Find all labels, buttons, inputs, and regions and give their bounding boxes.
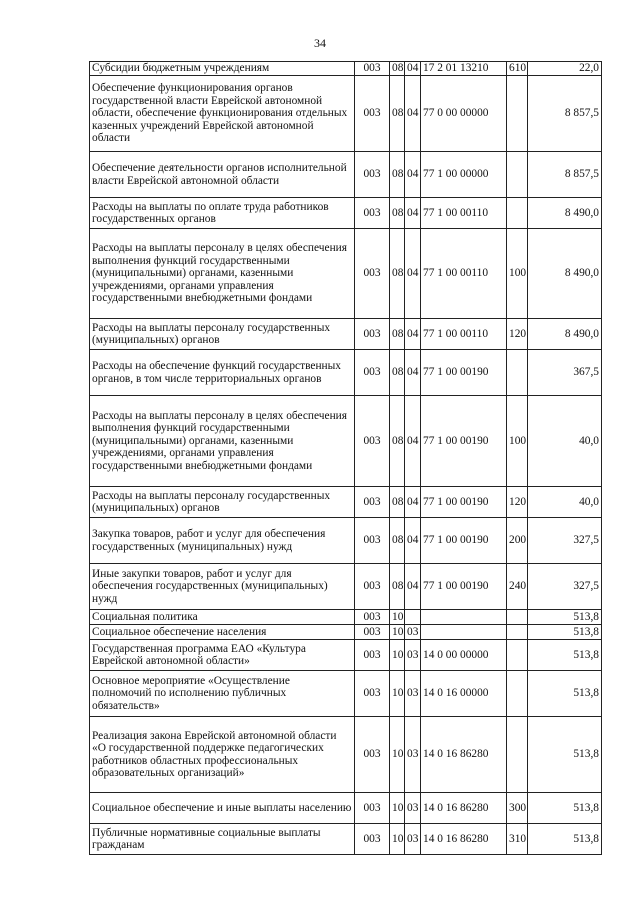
row-name: Расходы на выплаты персоналу государственных (муниципальных) органов <box>90 487 355 518</box>
table-row <box>90 487 602 518</box>
section-code: 08 <box>390 396 405 487</box>
subsection-code: 04 <box>405 198 421 229</box>
target-article-code: 77 1 00 00190 <box>421 396 507 487</box>
target-article-code: 17 2 01 13210 <box>421 62 507 76</box>
section-code: 08 <box>390 152 405 198</box>
amount: 8 490,0 <box>528 319 602 350</box>
section-code: 08 <box>390 564 405 610</box>
section-code: 10 <box>390 824 405 855</box>
ministry-code: 003 <box>355 625 390 640</box>
row-name: Расходы на выплаты по оплате труда работников государственных органов <box>90 198 355 229</box>
target-article-code: 77 1 00 00190 <box>421 518 507 564</box>
expense-type-code <box>507 152 528 198</box>
expense-type-code: 120 <box>507 319 528 350</box>
subsection-code: 03 <box>405 717 421 793</box>
target-article-code: 77 1 00 00000 <box>421 152 507 198</box>
section-code: 08 <box>390 518 405 564</box>
row-name: Расходы на выплаты персоналу государственных (муниципальных) органов <box>90 319 355 350</box>
section-code: 10 <box>390 625 405 640</box>
expense-type-code: 120 <box>507 487 528 518</box>
amount: 40,0 <box>528 487 602 518</box>
target-article-code: 14 0 16 00000 <box>421 671 507 717</box>
row-name: Реализация закона Еврейской автономной области «О государственной поддержке педагогических работников областных профессиональных образовательных организаций» <box>90 717 355 793</box>
expense-type-code: 100 <box>507 396 528 487</box>
target-article-code: 77 1 00 00190 <box>421 350 507 396</box>
table-row <box>90 319 602 350</box>
subsection-code: 03 <box>405 625 421 640</box>
ministry-code: 003 <box>355 824 390 855</box>
page-number: 34 <box>314 36 326 50</box>
section-code: 10 <box>390 640 405 671</box>
row-name: Обеспечение функционирования органов государственной власти Еврейской автономной области, обеспечение функционирования отдельных казенных учреждений Еврейской автономной области <box>90 76 355 152</box>
table-row <box>90 518 602 564</box>
row-name: Иные закупки товаров, работ и услуг для обеспечения государственных (муниципальных) нужд <box>90 564 355 610</box>
expense-type-code <box>507 717 528 793</box>
amount: 327,5 <box>528 518 602 564</box>
section-code: 10 <box>390 793 405 824</box>
row-name: Обеспечение деятельности органов исполнительной власти Еврейской автономной области <box>90 152 355 198</box>
expense-type-code <box>507 610 528 625</box>
table-row <box>90 671 602 717</box>
subsection-code: 04 <box>405 152 421 198</box>
row-name: Социальное обеспечение и иные выплаты населению <box>90 793 355 824</box>
amount: 8 857,5 <box>528 76 602 152</box>
ministry-code: 003 <box>355 564 390 610</box>
subsection-code: 04 <box>405 62 421 76</box>
section-code: 08 <box>390 76 405 152</box>
section-code: 08 <box>390 350 405 396</box>
row-name: Расходы на обеспечение функций государственных органов, в том числе территориальных органов <box>90 350 355 396</box>
row-name: Субсидии бюджетным учреждениям <box>90 62 355 76</box>
table-row <box>90 396 602 487</box>
row-name: Основное мероприятие «Осуществление полномочий по исполнению публичных обязательств» <box>90 671 355 717</box>
row-name: Социальная политика <box>90 610 355 625</box>
ministry-code: 003 <box>355 62 390 76</box>
ministry-code: 003 <box>355 350 390 396</box>
expense-type-code <box>507 671 528 717</box>
subsection-code: 04 <box>405 229 421 319</box>
amount: 513,8 <box>528 717 602 793</box>
ministry-code: 003 <box>355 396 390 487</box>
target-article-code: 77 1 00 00190 <box>421 487 507 518</box>
amount: 8 490,0 <box>528 229 602 319</box>
table-row <box>90 640 602 671</box>
target-article-code: 14 0 16 86280 <box>421 824 507 855</box>
ministry-code: 003 <box>355 319 390 350</box>
subsection-code: 04 <box>405 396 421 487</box>
subsection-code: 04 <box>405 487 421 518</box>
row-name: Расходы на выплаты персоналу в целях обеспечения выполнения функций государственными (муниципальными) органами, казенными учреждениями, органами управления государственными внебюджетными фондами <box>90 396 355 487</box>
ministry-code: 003 <box>355 518 390 564</box>
ministry-code: 003 <box>355 640 390 671</box>
section-code: 08 <box>390 319 405 350</box>
table-row <box>90 625 602 640</box>
target-article-code: 77 1 00 00110 <box>421 198 507 229</box>
table-row <box>90 152 602 198</box>
section-code: 10 <box>390 610 405 625</box>
section-code: 08 <box>390 487 405 518</box>
target-article-code: 77 0 00 00000 <box>421 76 507 152</box>
row-name: Расходы на выплаты персоналу в целях обеспечения выполнения функций государственными (муниципальными) органами, казенными учреждениями, органами управления государственными внебюджетными фондами <box>90 229 355 319</box>
subsection-code: 04 <box>405 564 421 610</box>
table-row <box>90 350 602 396</box>
subsection-code: 04 <box>405 350 421 396</box>
amount: 513,8 <box>528 610 602 625</box>
target-article-code: 77 1 00 00110 <box>421 229 507 319</box>
target-article-code: 77 1 00 00110 <box>421 319 507 350</box>
section-code: 10 <box>390 717 405 793</box>
target-article-code <box>421 625 507 640</box>
subsection-code: 04 <box>405 518 421 564</box>
target-article-code: 14 0 16 86280 <box>421 717 507 793</box>
subsection-code: 03 <box>405 671 421 717</box>
row-name: Социальное обеспечение населения <box>90 625 355 640</box>
ministry-code: 003 <box>355 198 390 229</box>
amount: 513,8 <box>528 793 602 824</box>
section-code: 08 <box>390 198 405 229</box>
amount: 22,0 <box>528 62 602 76</box>
table-row <box>90 717 602 793</box>
target-article-code: 14 0 16 86280 <box>421 793 507 824</box>
amount: 40,0 <box>528 396 602 487</box>
expense-type-code: 200 <box>507 518 528 564</box>
ministry-code: 003 <box>355 229 390 319</box>
ministry-code: 003 <box>355 793 390 824</box>
ministry-code: 003 <box>355 671 390 717</box>
subsection-code <box>405 610 421 625</box>
row-name: Государственная программа ЕАО «Культура Еврейской автономной области» <box>90 640 355 671</box>
expense-type-code: 240 <box>507 564 528 610</box>
table-row <box>90 198 602 229</box>
target-article-code <box>421 610 507 625</box>
amount: 8 490,0 <box>528 198 602 229</box>
table-row <box>90 62 602 76</box>
subsection-code: 04 <box>405 76 421 152</box>
target-article-code: 14 0 00 00000 <box>421 640 507 671</box>
budget-table <box>89 61 602 855</box>
expense-type-code <box>507 640 528 671</box>
subsection-code: 03 <box>405 640 421 671</box>
table-row <box>90 564 602 610</box>
expense-type-code <box>507 198 528 229</box>
table-row <box>90 610 602 625</box>
amount: 8 857,5 <box>528 152 602 198</box>
amount: 513,8 <box>528 625 602 640</box>
amount: 367,5 <box>528 350 602 396</box>
table-row <box>90 76 602 152</box>
amount: 513,8 <box>528 824 602 855</box>
expense-type-code: 610 <box>507 62 528 76</box>
expense-type-code <box>507 76 528 152</box>
ministry-code: 003 <box>355 610 390 625</box>
target-article-code: 77 1 00 00190 <box>421 564 507 610</box>
ministry-code: 003 <box>355 487 390 518</box>
section-code: 08 <box>390 229 405 319</box>
amount: 513,8 <box>528 640 602 671</box>
expense-type-code <box>507 350 528 396</box>
subsection-code: 03 <box>405 824 421 855</box>
row-name: Публичные нормативные социальные выплаты гражданам <box>90 824 355 855</box>
ministry-code: 003 <box>355 152 390 198</box>
expense-type-code <box>507 625 528 640</box>
table-row <box>90 793 602 824</box>
section-code: 08 <box>390 62 405 76</box>
amount: 513,8 <box>528 671 602 717</box>
expense-type-code: 310 <box>507 824 528 855</box>
subsection-code: 04 <box>405 319 421 350</box>
row-name: Закупка товаров, работ и услуг для обеспечения государственных (муниципальных) нужд <box>90 518 355 564</box>
section-code: 10 <box>390 671 405 717</box>
table-row <box>90 229 602 319</box>
table-row <box>90 824 602 855</box>
ministry-code: 003 <box>355 76 390 152</box>
subsection-code: 03 <box>405 793 421 824</box>
expense-type-code: 300 <box>507 793 528 824</box>
ministry-code: 003 <box>355 717 390 793</box>
amount: 327,5 <box>528 564 602 610</box>
expense-type-code: 100 <box>507 229 528 319</box>
